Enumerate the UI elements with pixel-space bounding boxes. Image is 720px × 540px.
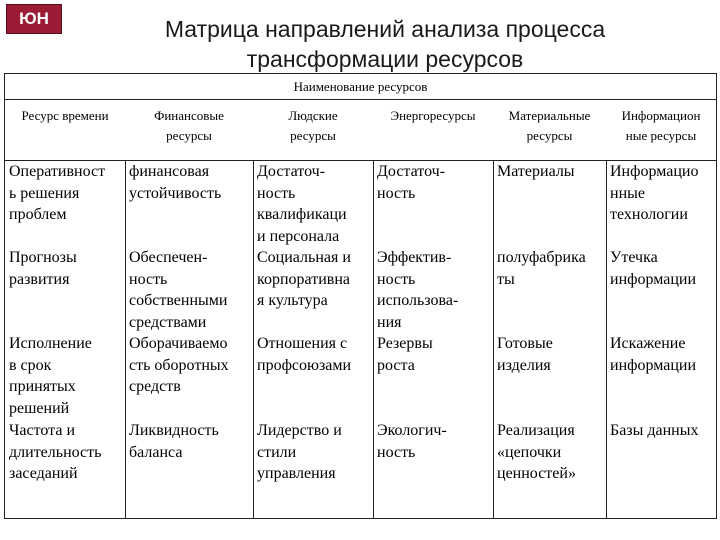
table-cell xyxy=(257,420,372,518)
cell-line: Достаточ- xyxy=(377,163,446,180)
table-cell xyxy=(497,333,605,419)
cell-line: управления xyxy=(257,465,336,483)
column-divider xyxy=(373,160,374,518)
column-divider xyxy=(606,160,607,518)
column-header-line: Ресурс времени xyxy=(21,108,109,123)
cell-line: нные xyxy=(610,184,645,202)
table-cell xyxy=(497,247,605,332)
cell-line: ность xyxy=(377,443,416,461)
cell-line: развития xyxy=(9,270,70,288)
table-cell xyxy=(377,420,492,518)
cell-line: информации xyxy=(610,270,697,288)
cell-line: полуфабрика xyxy=(497,249,586,266)
cell-line: ценностей» xyxy=(497,465,576,483)
cell-line: информации xyxy=(610,356,697,374)
cell-line: и персонала xyxy=(257,227,340,245)
cell-line: Искажение xyxy=(610,335,686,352)
column-header-6 xyxy=(606,100,716,160)
table-cell xyxy=(257,161,372,246)
cell-line: Отношения с xyxy=(257,335,348,352)
cell-line: ность xyxy=(377,184,416,202)
cell-line: Оперативност xyxy=(9,163,106,180)
title-line-1: Матрица направлений анализа процесса xyxy=(164,16,606,42)
cell-line: Достаточ- xyxy=(257,163,326,180)
cell-line: длительность xyxy=(9,443,102,461)
table-cell xyxy=(377,161,492,246)
table-cell xyxy=(377,247,492,332)
resource-matrix-table xyxy=(4,73,717,519)
table-cell xyxy=(257,247,372,332)
cell-line: ь решения xyxy=(9,184,80,202)
cell-line: ность xyxy=(257,184,296,202)
column-header-line: ресурсы xyxy=(166,128,212,143)
cell-line: сть оборотных xyxy=(129,356,229,374)
cell-line: Оборачиваемо xyxy=(129,335,228,352)
cell-line: роста xyxy=(377,356,415,374)
cell-line: Прогнозы xyxy=(9,249,77,266)
cell-line: стили xyxy=(257,443,297,461)
table-cell xyxy=(9,161,124,246)
column-header-line: Финансовые xyxy=(154,108,224,123)
cell-line: Готовые xyxy=(497,335,553,352)
cell-line: Лидерство и xyxy=(257,422,342,439)
cell-line: Реализация xyxy=(497,422,575,439)
cell-line: профсоюзами xyxy=(257,356,352,374)
column-header-line: Энергоресурсы xyxy=(390,108,476,123)
title-line-2: трансформации ресурсов xyxy=(246,46,524,72)
column-header-line: Материальные xyxy=(508,108,591,123)
cell-line: принятых xyxy=(9,378,76,396)
table-cell xyxy=(610,420,715,518)
column-header-3 xyxy=(253,100,373,160)
cell-line: Утечка xyxy=(610,249,658,266)
column-header-4 xyxy=(373,100,493,160)
cell-line: Информацио xyxy=(610,163,699,180)
cell-line: технологии xyxy=(610,206,688,224)
resources-group-header: Наименование ресурсов xyxy=(5,74,716,100)
cell-line: Социальная и xyxy=(257,249,351,266)
cell-line: Материалы xyxy=(497,163,575,180)
column-header-line: ресурсы xyxy=(290,128,336,143)
cell-line: корпоративна xyxy=(257,270,350,288)
cell-line: решений xyxy=(9,399,70,417)
cell-line: «цепочки xyxy=(497,443,562,461)
table-cell xyxy=(377,333,492,419)
column-header-line: ные ресурсы xyxy=(625,128,697,143)
cell-line: ния xyxy=(377,313,402,331)
cell-line: ты xyxy=(497,270,515,288)
table-cell xyxy=(497,161,605,246)
cell-line: Экологич- xyxy=(377,422,447,439)
table-cell xyxy=(9,420,124,518)
column-header-2 xyxy=(125,100,253,160)
table-cell xyxy=(129,161,252,246)
table-cell xyxy=(257,333,372,419)
cell-line: изделия xyxy=(497,356,551,374)
column-header-5 xyxy=(493,100,606,160)
cell-line: ность xyxy=(377,270,416,288)
column-header-1 xyxy=(5,100,125,160)
table-cell xyxy=(129,247,252,332)
cell-line: Ликвидность xyxy=(129,422,219,439)
table-cell xyxy=(610,333,715,419)
cell-line: квалификаци xyxy=(257,206,347,224)
table-cell xyxy=(9,333,124,419)
table-cell xyxy=(129,420,252,518)
cell-line: баланса xyxy=(129,443,183,461)
cell-line: устойчивость xyxy=(129,184,222,202)
cell-line: Базы данных xyxy=(610,422,699,439)
table-cell xyxy=(610,161,715,246)
column-header-line: Информацион xyxy=(621,108,701,123)
cell-line: я культура xyxy=(257,292,328,310)
cell-line: Эффектив- xyxy=(377,249,452,266)
cell-line: использова- xyxy=(377,292,459,310)
table-cell xyxy=(497,420,605,518)
table-cell xyxy=(129,333,252,419)
cell-line: в срок xyxy=(9,356,52,374)
table-cell xyxy=(9,247,124,332)
cell-line: ность xyxy=(129,270,168,288)
page-title xyxy=(80,14,690,74)
cell-line: Обеспечен- xyxy=(129,249,208,266)
column-header-line: Людские xyxy=(288,108,338,123)
cell-line: проблем xyxy=(9,206,67,224)
column-divider xyxy=(125,160,126,518)
cell-line: заседаний xyxy=(9,465,78,483)
cell-line: Частота и xyxy=(9,422,76,439)
table-cell xyxy=(610,247,715,332)
cell-line: средств xyxy=(129,378,181,396)
column-header-line: ресурсы xyxy=(526,128,573,143)
cell-line: Исполнение xyxy=(9,335,92,352)
logo-badge: ЮН xyxy=(6,4,62,34)
column-divider xyxy=(253,160,254,518)
cell-line: финансовая xyxy=(129,163,210,180)
cell-line: Резервы xyxy=(377,335,433,352)
column-divider xyxy=(493,160,494,518)
cell-line: собственными xyxy=(129,292,228,310)
cell-line: средствами xyxy=(129,313,207,331)
